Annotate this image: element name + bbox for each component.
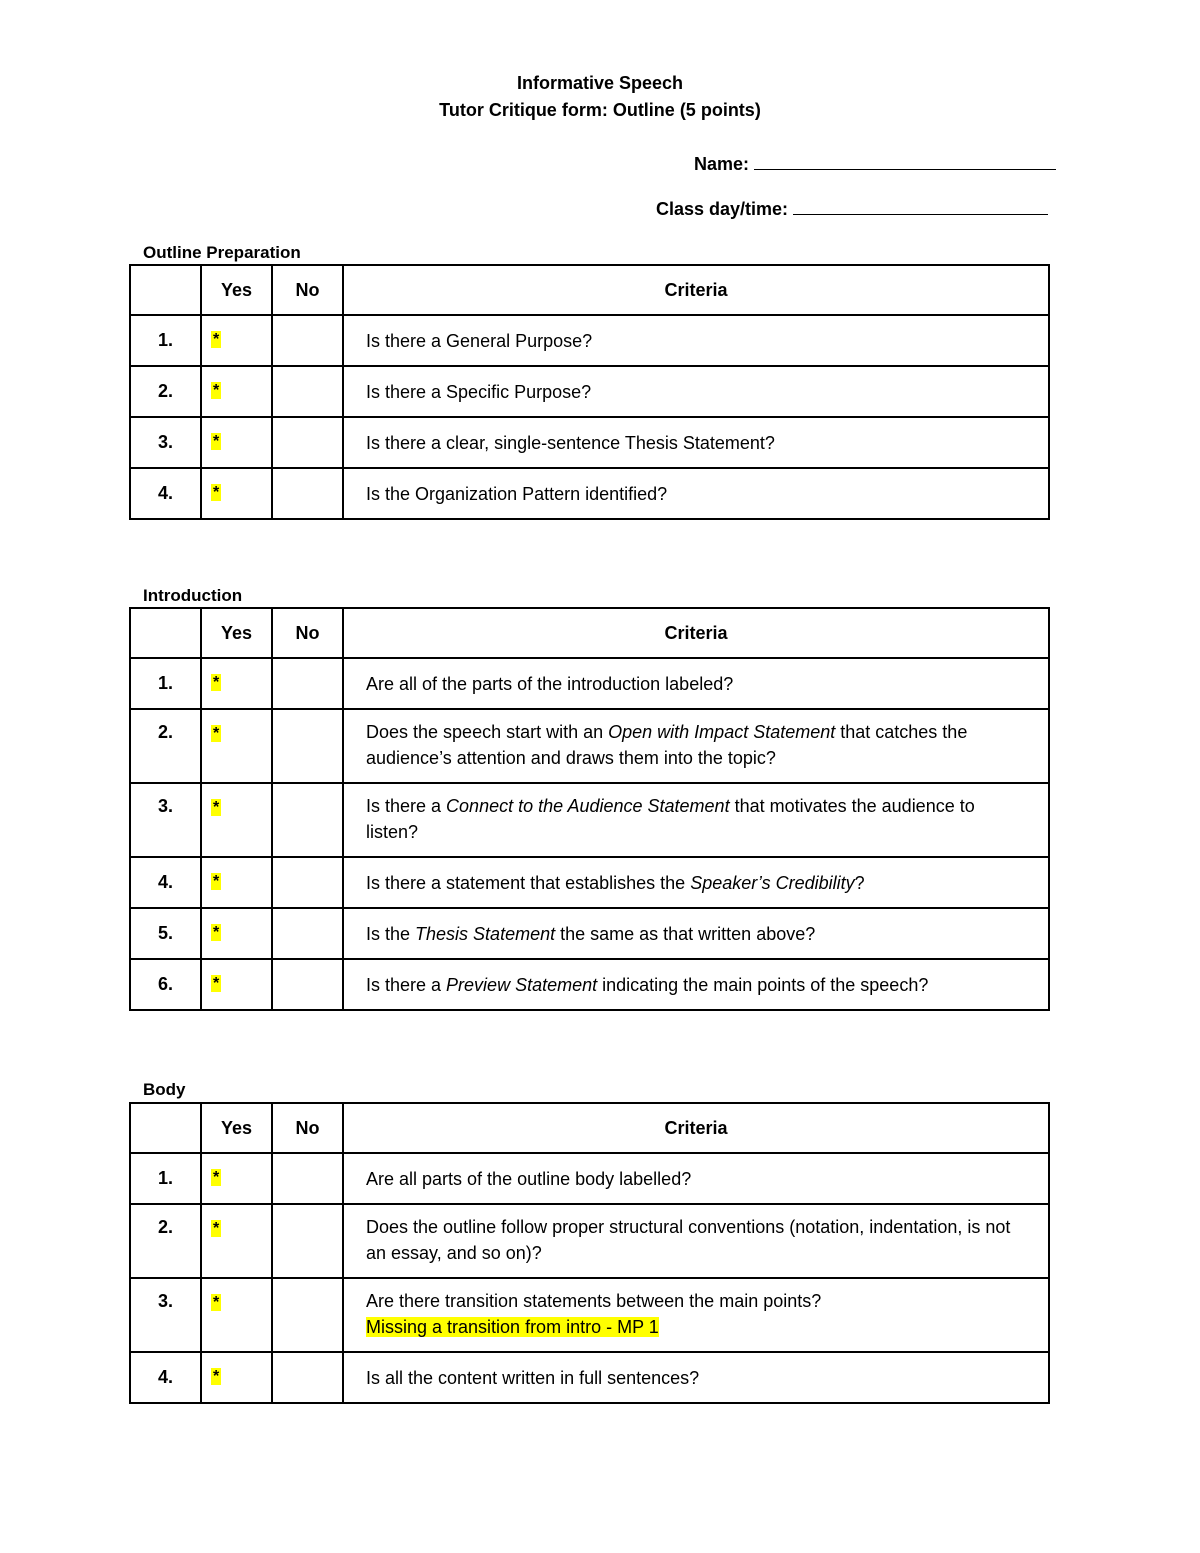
criteria-text-end: ?	[854, 872, 865, 893]
row-number: 3.	[130, 1278, 201, 1352]
no-cell[interactable]	[272, 1278, 343, 1352]
yes-cell[interactable]	[201, 658, 272, 709]
header-yes: Yes	[201, 608, 272, 658]
yes-cell[interactable]	[201, 1278, 272, 1352]
table-row	[130, 417, 1049, 468]
row-number: 3.	[130, 783, 201, 857]
criteria-text-end: that motivates the audience to listen?	[366, 796, 975, 842]
row-number: 2.	[130, 366, 201, 417]
header-criteria: Criteria	[343, 608, 1049, 658]
row-number: 4.	[130, 468, 201, 519]
yes-mark: *	[213, 382, 220, 399]
yes-mark: *	[213, 433, 220, 450]
yes-mark: *	[213, 1294, 220, 1311]
table-header-row	[130, 608, 1049, 658]
criteria-text: Is there a Specific Purpose?	[343, 366, 1049, 417]
header-yes: Yes	[201, 1103, 272, 1153]
yes-mark: *	[213, 873, 220, 890]
no-cell[interactable]	[272, 1153, 343, 1204]
criteria-text-start: Is there a	[366, 796, 447, 816]
form-title: Informative Speech	[516, 73, 684, 93]
table-row	[130, 468, 1049, 519]
yes-mark: *	[213, 725, 220, 742]
yes-cell[interactable]	[201, 417, 272, 468]
row-number: 3.	[130, 417, 201, 468]
yes-mark: *	[213, 924, 220, 941]
row-number: 1.	[130, 658, 201, 709]
yes-mark: *	[213, 331, 220, 348]
no-cell[interactable]	[272, 1352, 343, 1403]
criteria-text: Is the Organization Pattern identified?	[343, 468, 1049, 519]
yes-mark: *	[213, 1169, 220, 1186]
name-line	[754, 153, 1056, 170]
no-cell[interactable]	[272, 783, 343, 857]
section-title-body: Body	[143, 1080, 186, 1099]
criteria-text-end: indicating the main points of the speech?	[597, 974, 929, 995]
no-cell[interactable]	[272, 959, 343, 1010]
table-row	[130, 908, 1049, 959]
criteria-text	[343, 709, 1049, 783]
introduction-table	[129, 607, 1050, 1011]
class-time-field[interactable]	[656, 198, 1048, 220]
header-no: No	[272, 265, 343, 315]
table-row	[130, 366, 1049, 417]
yes-mark: *	[213, 484, 220, 501]
table-row	[130, 857, 1049, 908]
no-cell[interactable]	[272, 658, 343, 709]
yes-mark: *	[213, 1368, 220, 1385]
yes-mark: *	[213, 674, 220, 691]
criteria-text: Does the outline follow proper structural conventions (notation, indentation, is not an essay, and so on)?	[343, 1204, 1049, 1278]
row-number: 4.	[130, 857, 201, 908]
criteria-text-start: Does the speech start with an	[366, 722, 609, 742]
no-cell[interactable]	[272, 857, 343, 908]
no-cell[interactable]	[272, 417, 343, 468]
no-cell[interactable]	[272, 709, 343, 783]
outline-preparation-table	[129, 264, 1050, 520]
table-row	[130, 1153, 1049, 1204]
form-subtitle: Tutor Critique form: Outline (5 points)	[439, 100, 761, 120]
yes-cell[interactable]	[201, 908, 272, 959]
yes-mark: *	[213, 1220, 220, 1237]
header-criteria: Criteria	[343, 1103, 1049, 1153]
header-yes: Yes	[201, 265, 272, 315]
criteria-text: Are all parts of the outline body labelled?	[343, 1153, 1049, 1204]
row-number: 1.	[130, 1153, 201, 1204]
criteria-text	[343, 783, 1049, 857]
no-cell[interactable]	[272, 315, 343, 366]
yes-cell[interactable]	[201, 857, 272, 908]
criteria-text-start: Is there a statement that establishes the	[366, 872, 691, 893]
yes-cell[interactable]	[201, 366, 272, 417]
criteria-text-start: Is the	[366, 923, 416, 944]
row-number: 4.	[130, 1352, 201, 1403]
tutor-comment: Missing a transition from intro - MP 1	[366, 1317, 659, 1337]
yes-cell[interactable]	[201, 468, 272, 519]
criteria-text	[343, 857, 1049, 908]
yes-mark: *	[213, 975, 220, 992]
name-field[interactable]	[694, 153, 1056, 175]
criteria-emphasis: Preview Statement	[446, 974, 598, 995]
criteria-text: Is there a clear, single-sentence Thesis Statement?	[343, 417, 1049, 468]
criteria-text	[343, 908, 1049, 959]
row-number: 5.	[130, 908, 201, 959]
class-time-label: Class day/time:	[656, 199, 789, 219]
no-cell[interactable]	[272, 468, 343, 519]
no-cell[interactable]	[272, 1204, 343, 1278]
table-row	[130, 658, 1049, 709]
yes-cell[interactable]	[201, 709, 272, 783]
criteria-text-start: Is there a	[366, 974, 447, 995]
yes-cell[interactable]	[201, 315, 272, 366]
no-cell[interactable]	[272, 366, 343, 417]
criteria-text: Is all the content written in full sentences?	[343, 1352, 1049, 1403]
table-row	[130, 959, 1049, 1010]
yes-mark: *	[213, 799, 220, 816]
row-number: 2.	[130, 1204, 201, 1278]
table-header-row	[130, 265, 1049, 315]
header-no: No	[272, 608, 343, 658]
criteria-text-end: the same as that written above?	[555, 923, 816, 944]
row-number: 6.	[130, 959, 201, 1010]
header-no: No	[272, 1103, 343, 1153]
section-title-introduction: Introduction	[143, 586, 243, 605]
no-cell[interactable]	[272, 908, 343, 959]
yes-cell[interactable]	[201, 959, 272, 1010]
section-title-outline-preparation: Outline Preparation	[143, 243, 301, 262]
table-header-row	[130, 1103, 1049, 1153]
header-number	[130, 1103, 201, 1153]
row-number: 1.	[130, 315, 201, 366]
criteria-question: Are there transition statements between the main points?	[366, 1291, 822, 1311]
yes-cell[interactable]	[201, 1352, 272, 1403]
name-label: Name:	[694, 154, 750, 174]
criteria-text: Is there a General Purpose?	[343, 315, 1049, 366]
header-number	[130, 265, 201, 315]
table-row	[130, 709, 1049, 783]
table-row	[130, 315, 1049, 366]
table-row	[130, 1204, 1049, 1278]
criteria-text	[343, 959, 1049, 1010]
table-row	[130, 1352, 1049, 1403]
yes-cell[interactable]	[201, 1204, 272, 1278]
table-row	[130, 783, 1049, 857]
class-time-line	[793, 198, 1048, 215]
criteria-text: Are all of the parts of the introduction labeled?	[343, 658, 1049, 709]
criteria-emphasis: Speaker’s Credibility	[690, 872, 855, 893]
row-number: 2.	[130, 709, 201, 783]
header-criteria: Criteria	[343, 265, 1049, 315]
criteria-text-end: that catches the audience’s attention and draws them into the topic?	[366, 722, 968, 768]
criteria-text	[343, 1278, 1049, 1352]
yes-cell[interactable]	[201, 783, 272, 857]
header-number	[130, 608, 201, 658]
criteria-emphasis: Thesis Statement	[415, 923, 556, 944]
criteria-emphasis: Connect to the Audience Statement	[446, 796, 730, 816]
table-row	[130, 1278, 1049, 1352]
body-table	[129, 1102, 1050, 1404]
yes-cell[interactable]	[201, 1153, 272, 1204]
criteria-emphasis: Open with Impact Statement	[608, 722, 836, 742]
